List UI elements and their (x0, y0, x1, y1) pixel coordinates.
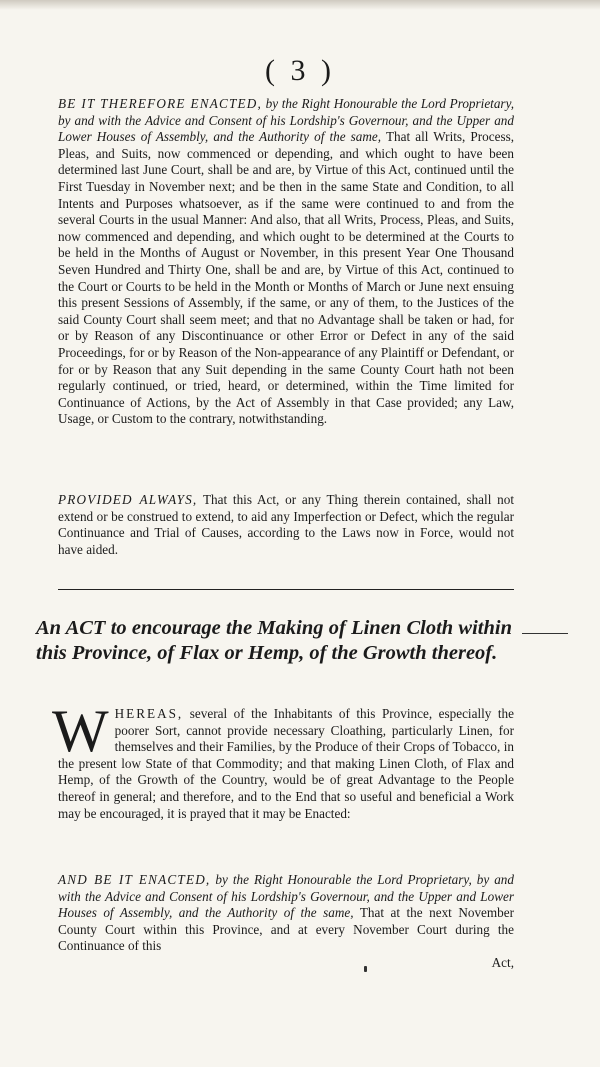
preamble (52, 698, 515, 822)
enact-text: That all Writs, Process, Pleas, and Suits, now commenced or depending, and which ought to have been determined last June Court, shall be and are, by Virtue of this Act, continued until the First Tuesday in November next; and be then in the same State and Condition, to all Intents and Purposes whatsoever, as if the same were continued to and from the several Courts in the usual Manner: And also, that all Writs, Process, Pleas, and Suits, now commenced and depending, and which ought to be determined at the Courts to be held in the Months of August or November, in this present Year One Thousand Seven Hundred and Thirty One, shall be and are, by Virtue of this Act, continued to the Court or Courts to be held in the Month or Months of March or June next ensuing this present Sessions of Assembly, if the same, or any of them, to the Justices of the said County Court shall seem meet; and that no Advantage shall be taken or had, for or by Reason of any Discontinuance or other Error or Defect in any of the said Proceedings, for or by Reason of the Non-appearance of any Plaintiff or Defendant, or for or by Reason that any Suit depending in the same County Court hath not been regularly continued, or tried, heard, or determined, within the Time limited for Continuance of Actions, by the Act of Assembly in that Case provided; any Law, Usage, or Custom to the contrary, notwithstanding. (58, 129, 515, 427)
margin-line (522, 633, 568, 634)
proviso-head: PROVIDED ALWAYS, (58, 492, 198, 507)
enacting-clause (58, 96, 514, 428)
section-divider (58, 589, 514, 590)
preamble-lead: HEREAS, (114, 706, 184, 721)
page-top-edge (0, 0, 600, 10)
drop-cap: W (52, 698, 109, 764)
proviso-text: That this Act, or any Thing therein contained, shall not extend or be construed to extend, to aid any Imperfection or Defect, which the regular Continuance and Trial of Causes, according to the Laws now in Force, would not have aided. (58, 492, 514, 557)
proviso-clause (58, 492, 514, 558)
enact-head-2: AND BE IT ENACTED, (58, 872, 211, 887)
catchword: Act, (491, 954, 514, 970)
enact-formula: by the Right Honourable the Lord Proprietary, by and with the Advice and Consent of his Lordship's Governour, and the Upper and Lower Houses of Assembly, and the Authority of the same, (58, 96, 514, 145)
enacting-clause-2 (58, 872, 514, 972)
ink-mark (364, 966, 367, 972)
page-number: ( 3 ) (265, 54, 335, 87)
enact-head: BE IT THEREFORE ENACTED, (58, 96, 262, 111)
preamble-text: several of the Inhabitants of this Province, especially the poorer Sort, cannot provide necessary Cloathing, particularly Linen, for themselves and their Families, by the Produce of their Crops of Tobacco, in the present low State of that Commodity; and that making Linen Cloth, of Flax and Hemp, of the Growth of the Country, would be of great Advantage to the People thereof in general; and therefore, and to the End that so useful and beneficial a Work may be encouraged, it is prayed that it may be Enacted: (58, 706, 515, 821)
enact-formula-2: by the Right Honourable the Lord Proprietary, by and with the Advice and Consent of his Lordship's Governour, and the Upper and Lower Houses of Assembly, and the Authority of the same, (58, 872, 514, 921)
enact-text-2: That at the next November County Court within this Province, and at every November Court during the Continuance of this (58, 905, 515, 954)
act-title: An ACT to encourage the Making of Linen Cloth within this Province, of Flax or Hemp, of the Growth thereof. (36, 617, 512, 664)
